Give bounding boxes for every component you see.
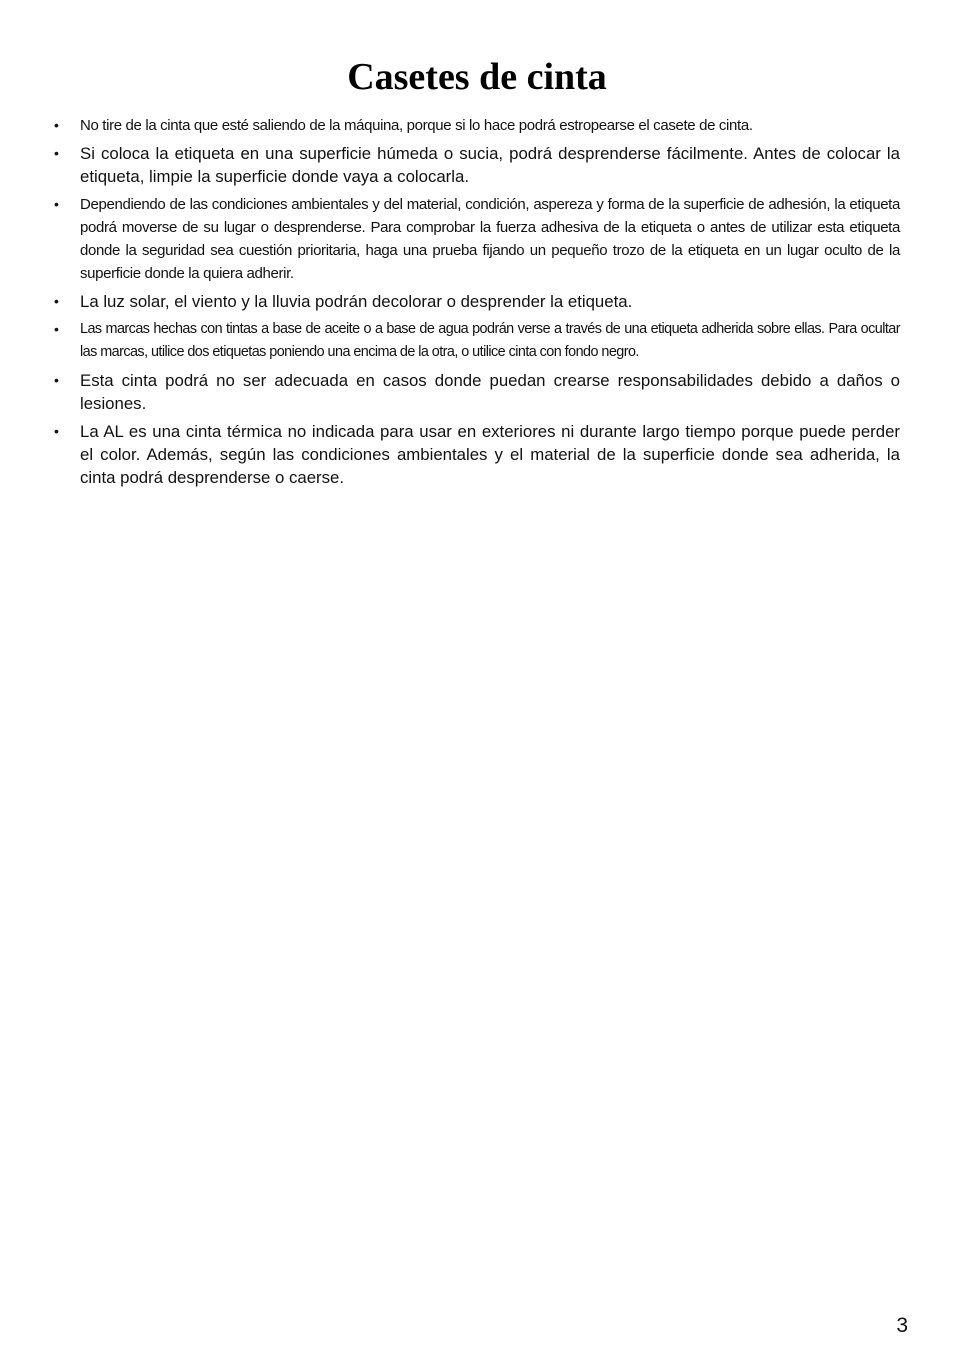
list-item-text: Esta cinta podrá no ser adecuada en casos donde puedan crearse responsabilidades debido a daños o lesiones. — [80, 371, 900, 413]
bullet-icon: • — [54, 145, 59, 161]
bullet-icon: • — [54, 117, 59, 133]
list-item — [52, 114, 900, 137]
list-item-text: La AL es una cinta térmica no indicada para usar en exteriores ni durante largo tiempo porque puede perder el color. Además, según las condiciones ambientales y el material de la superficie donde sea adherida, la cinta podrá desprenderse o caerse. — [80, 422, 900, 487]
page-number: 3 — [896, 1314, 908, 1337]
list-item-text: No tire de la cinta que esté saliendo de la máquina, porque si lo hace podrá estropearse el casete de cinta. — [80, 117, 753, 134]
list-item — [52, 290, 900, 313]
list-item — [52, 193, 900, 285]
bullet-icon: • — [54, 423, 59, 439]
bullet-icon: • — [54, 293, 59, 309]
list-item — [52, 369, 900, 415]
list-item — [52, 420, 900, 489]
list-item-text: La luz solar, el viento y la lluvia podrán decolorar o desprender la etiqueta. — [80, 292, 633, 311]
list-item-text: Si coloca la etiqueta en una superficie húmeda o sucia, podrá desprenderse fácilmente. Antes de colocar la etiqueta, limpie la superficie donde vaya a colocarla. — [80, 144, 900, 186]
list-item-text: Dependiendo de las condiciones ambientales y del material, condición, aspereza y forma de la superficie de adhesión, la etiqueta podrá moverse de su lugar o desprenderse. Para comprobar la fuerza adhesiva de la etiqueta o antes de utilizar esta etiqueta donde la seguridad sea cuestión prioritaria, haga una prueba fijando un pequeño trozo de la etiqueta en un lugar oculto de la superficie donde la quiera adherir. — [80, 196, 900, 282]
list-item — [52, 318, 900, 364]
bullet-icon: • — [54, 372, 59, 388]
bullet-icon: • — [54, 321, 59, 337]
bullet-icon: • — [54, 196, 59, 212]
page-title: Casetes de cinta — [347, 56, 607, 98]
list-item-text: Las marcas hechas con tintas a base de aceite o a base de agua podrán verse a través de una etiqueta adherida sobre ellas. Para ocultar las marcas, utilice dos etiquetas poniendo una encima de la otra, o utilice cinta con fondo negro. — [80, 321, 900, 360]
precautions-list — [52, 114, 900, 494]
list-item — [52, 142, 900, 188]
